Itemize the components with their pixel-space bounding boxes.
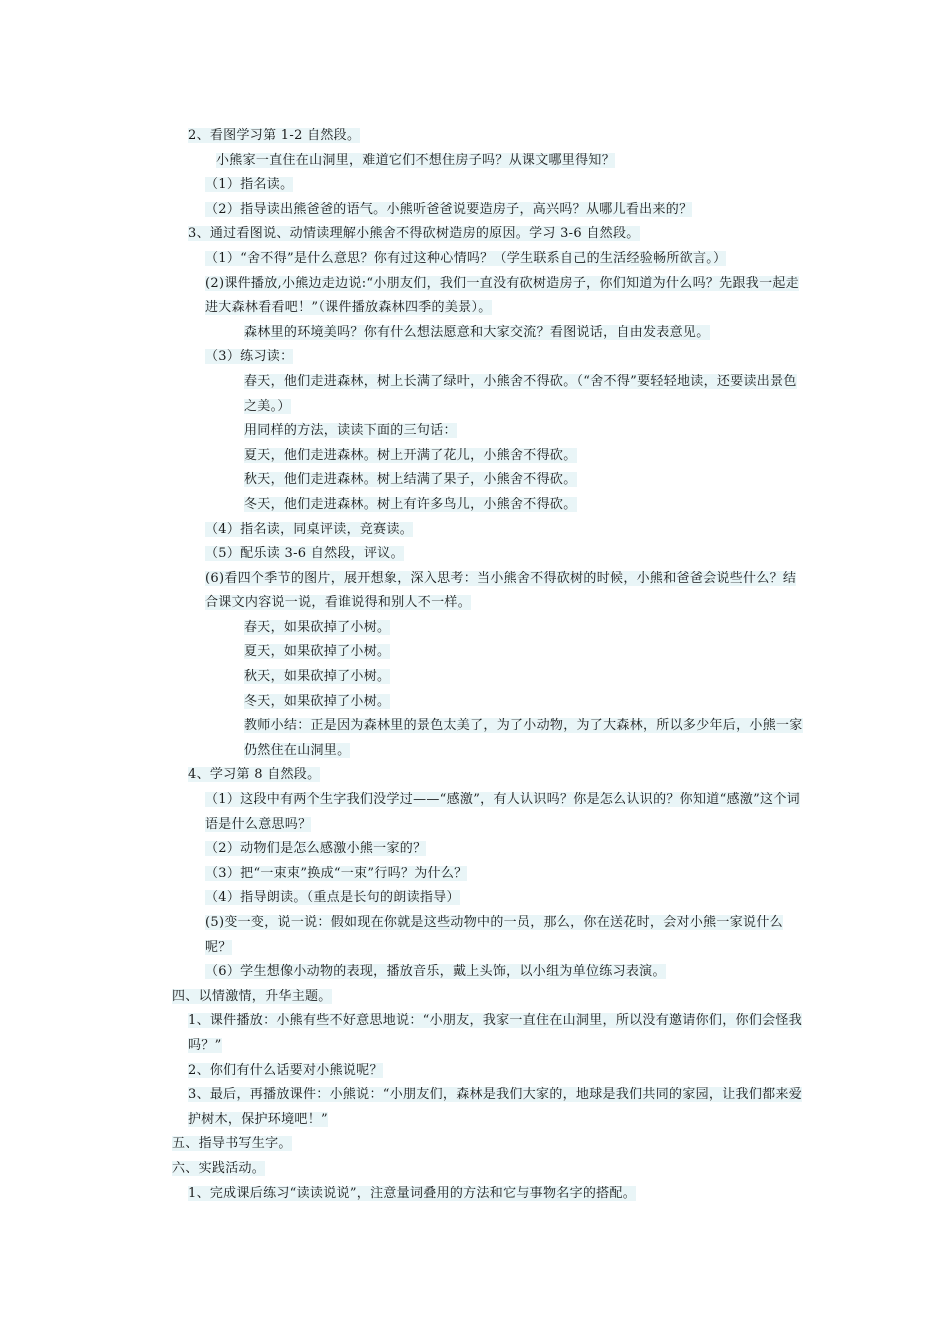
paragraph-text: 秋天，如果砍掉了小树。 [244, 669, 391, 685]
paragraph-text: （3）把“一束束”换成“一束”行吗？为什么？ [205, 865, 468, 881]
paragraph-text: 冬天，如果砍掉了小树。 [244, 693, 391, 709]
paragraph-text: 春天，如果砍掉了小树。 [244, 619, 391, 635]
paragraph [144, 1157, 808, 1182]
paragraph-text: 四、以情激情，升华主题。 [172, 988, 332, 1004]
paragraph [144, 911, 808, 960]
paragraph [144, 665, 808, 690]
paragraph [144, 690, 808, 715]
paragraph [144, 198, 808, 223]
paragraph-text: （3）练习读： [205, 349, 294, 365]
paragraph-text: （5）配乐读 3-6 自然段，评议。 [205, 546, 404, 562]
paragraph-text: 1、完成课后练习“读读说说”，注意量词叠用的方法和它与事物名字的搭配。 [188, 1185, 637, 1201]
paragraph [144, 714, 808, 763]
paragraph [144, 1009, 808, 1058]
paragraph-text: 森林里的环境美吗？你有什么想法愿意和大家交流？看图说话，自由发表意见。 [244, 324, 710, 340]
paragraph [144, 493, 808, 518]
paragraph [144, 222, 808, 247]
paragraph [144, 247, 808, 272]
paragraph-text: (5)变一变，说一说：假如现在你就是这些动物中的一员，那么，你在送花时，会对小熊一家说什么呢？ [205, 915, 783, 955]
paragraph [144, 788, 808, 837]
paragraph-text: （1）这段中有两个生字我们没学过——“感激”，有人认识吗？你是怎么认识的？你知道“感激”这个词语是什么意思吗？ [205, 792, 800, 832]
paragraph [144, 886, 808, 911]
paragraph-text: 小熊家一直住在山洞里，难道它们不想住房子吗？从课文哪里得知？ [216, 152, 616, 168]
paragraph-text: 2、你们有什么话要对小熊说呢？ [188, 1062, 383, 1078]
paragraph [144, 321, 808, 346]
paragraph-text: 3、通过看图说、动情读理解小熊舍不得砍树造房的原因。学习 3-6 自然段。 [188, 226, 640, 242]
paragraph [144, 149, 808, 174]
paragraph [144, 419, 808, 444]
paragraph-text: 夏天，他们走进森林。树上开满了花儿，小熊舍不得砍。 [244, 447, 577, 463]
paragraph-text: 2、看图学习第 1-2 自然段。 [188, 128, 361, 143]
paragraph-text: (6)看四个季节的图片，展开想象，深入思考：当小熊舍不得砍树的时候，小熊和爸爸会说些什么？结合课文内容说一说，看谁说得和别人不一样。 [205, 570, 797, 611]
paragraph-text: （2）指导读出熊爸爸的语气。小熊听爸爸说要造房子，高兴吗？从哪儿看出来的？ [205, 201, 693, 217]
paragraph-text: 五、指导书写生字。 [172, 1136, 292, 1152]
paragraph [144, 468, 808, 493]
paragraph [144, 542, 808, 567]
paragraph [144, 763, 808, 788]
paragraph [144, 1059, 808, 1084]
paragraph-text: 春天，他们走进森林，树上长满了绿叶，小熊舍不得砍。（“舍不得”要轻轻地读，还要读出景色之美。） [244, 373, 797, 414]
paragraph [144, 370, 808, 419]
paragraph [144, 272, 808, 321]
paragraph-text: 冬天，他们走进森林。树上有许多鸟儿，小熊舍不得砍。 [244, 496, 577, 512]
document-page [144, 124, 808, 1206]
paragraph-text: 教师小结：正是因为森林里的景色太美了，为了小动物，为了大森林，所以多少年后，小熊一家仍然住在山洞里。 [244, 718, 803, 758]
paragraph [144, 444, 808, 469]
paragraph [144, 640, 808, 665]
paragraph [144, 1132, 808, 1157]
paragraph [144, 985, 808, 1010]
paragraph [144, 345, 808, 370]
paragraph-text: （6）学生想像小动物的表现，播放音乐，戴上头饰，以小组为单位练习表演。 [205, 964, 666, 980]
paragraph-text: 秋天，他们走进森林。树上结满了果子，小熊舍不得砍。 [244, 472, 577, 488]
paragraph [144, 616, 808, 641]
paragraph-text: （1）“舍不得”是什么意思？你有过这种心情吗？（学生联系自己的生活经验畅所欲言。） [205, 250, 727, 266]
paragraph [144, 1182, 808, 1207]
paragraph [144, 567, 808, 616]
paragraph [144, 1083, 808, 1132]
paragraph-text: 六、实践活动。 [172, 1160, 266, 1176]
paragraph [144, 518, 808, 543]
paragraph [144, 960, 808, 985]
paragraph-text: （4）指名读，同桌评读，竞赛读。 [205, 521, 414, 537]
paragraph-text: 1、课件播放：小熊有些不好意思地说：“小朋友，我家一直住在山洞里，所以没有邀请你们，你们会怪我吗？” [188, 1013, 803, 1053]
paragraph-text: 3、最后，再播放课件：小熊说：“小朋友们，森林是我们大家的，地球是我们共同的家园，让我们都来爱护树木，保护环境吧！” [188, 1087, 803, 1127]
paragraph-text: 用同样的方法，读读下面的三句话： [244, 423, 457, 439]
paragraph [144, 124, 808, 149]
paragraph-text: （1）指名读。 [205, 177, 294, 193]
paragraph-text: (2)课件播放,小熊边走边说:“小朋友们，我们一直没有砍树造房子，你们知道为什么吗？先跟我一起走进大森林看看吧！”（课件播放森林四季的美景）。 [205, 275, 799, 316]
paragraph [144, 173, 808, 198]
paragraph-text: 4、学习第 8 自然段。 [188, 767, 321, 783]
paragraph-text: （4）指导朗读。（重点是长句的朗读指导） [205, 890, 460, 906]
paragraph [144, 837, 808, 862]
paragraph [144, 862, 808, 887]
paragraph-text: （2）动物们是怎么感激小熊一家的？ [205, 841, 427, 857]
paragraph-text: 夏天，如果砍掉了小树。 [244, 644, 391, 660]
